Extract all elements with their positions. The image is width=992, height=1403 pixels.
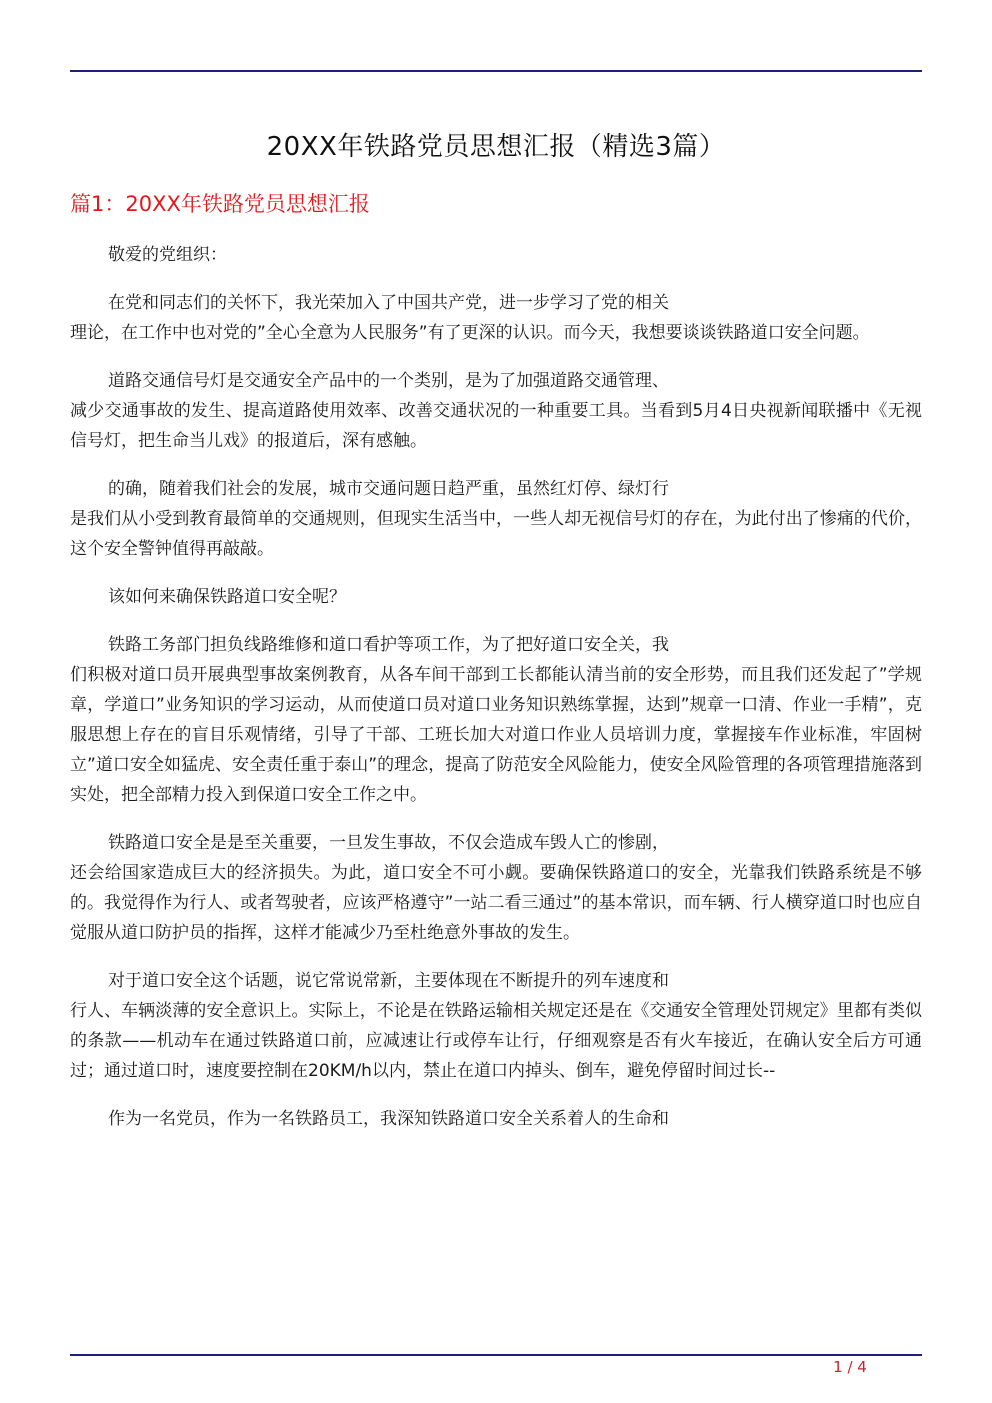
paragraph-first-line: 道路交通信号灯是交通安全产品中的一个类别，是为了加强道路交通管理、: [108, 371, 669, 391]
paragraph-rest: 们积极对道口员开展典型事故案例教育，从各车间干部到工长都能认清当前的安全形势，而且我们还发起了”学规章，学道口”业务知识的学习运动，从而使道口员对道口业务知识熟练掌握，达到”规章一口清、作业一手精”，克服思想上存在的盲目乐观情绪，引导了干部、工班长加大对道口作业人员培训力度，掌握接车作业标准，牢固树立”道口安全如猛虎、安全责任重于泰山”的理念，提高了防范安全风险能力，使安全风险管理的各项管理措施落到实处，把全部精力投入到保道口安全工作之中。: [70, 665, 922, 805]
paragraph: [70, 288, 922, 348]
paragraph: [70, 828, 922, 948]
paragraph-first-line: 的确，随着我们社会的发展，城市交通问题日趋严重，虽然红灯停、绿灯行: [108, 479, 669, 499]
paragraph-rest: 行人、车辆淡薄的安全意识上。实际上，不论是在铁路运输相关规定还是在《交通安全管理处罚规定》里都有类似的条款——机动车在通过铁路道口前，应减速让行或停车让行，仔细观察是否有火车接近，在确认安全后方可通过；通过道口时，速度要控制在20KM/h以内，禁止在道口内掉头、倒车，避免停留时间过长--: [70, 1001, 922, 1081]
paragraph-first-line: 铁路工务部门担负线路维修和道口看护等项工作，为了把好道口安全关，我: [108, 635, 669, 655]
paragraph: [70, 966, 922, 1086]
page-number: 1 / 4: [833, 1358, 867, 1376]
paragraph-rest: 还会给国家造成巨大的经济损失。为此，道口安全不可小觑。要确保铁路道口的安全，光靠我们铁路系统是不够的。我觉得作为行人、或者驾驶者，应该严格遵守”一站二看三通过”的基本常识，而车辆、行人横穿道口时也应自觉服从道口防护员的指挥，这样才能减少乃至杜绝意外事故的发生。: [70, 863, 922, 943]
paragraph-rest: 减少交通事故的发生、提高道路使用效率、改善交通状况的一种重要工具。当看到5月4日央视新闻联播中《无视信号灯，把生命当儿戏》的报道后，深有感触。: [70, 401, 922, 451]
paragraph: [70, 366, 922, 456]
paragraph: [70, 474, 922, 564]
paragraph-rest: 理论，在工作中也对党的”全心全意为人民服务”有了更深的认识。而今天，我想要谈谈铁路道口安全问题。: [70, 323, 870, 343]
paragraph-first-line: 敬爱的党组织：: [108, 245, 227, 265]
document-body: [70, 240, 922, 1152]
paragraph-first-line: 该如何来确保铁路道口安全呢？: [108, 587, 346, 607]
footer-rule: [70, 1354, 922, 1356]
paragraph: [70, 582, 922, 612]
paragraph-first-line: 对于道口安全这个话题，说它常说常新，主要体现在不断提升的列车速度和: [108, 971, 669, 991]
header-rule: [70, 70, 922, 72]
paragraph: [70, 1104, 922, 1134]
paragraph-first-line: 在党和同志们的关怀下，我光荣加入了中国共产党，进一步学习了党的相关: [108, 293, 669, 313]
document-title: 20XX年铁路党员思想汇报（精选3篇）: [266, 132, 726, 162]
paragraph-first-line: 铁路道口安全是是至关重要，一旦发生事故，不仅会造成车毁人亡的惨剧，: [108, 833, 669, 853]
paragraph: [70, 630, 922, 810]
section-heading: 篇1：20XX年铁路党员思想汇报: [70, 192, 370, 216]
paragraph: [70, 240, 922, 270]
paragraph-first-line: 作为一名党员，作为一名铁路员工，我深知铁路道口安全关系着人的生命和: [108, 1109, 669, 1129]
paragraph-rest: 是我们从小受到教育最简单的交通规则，但现实生活当中，一些人却无视信号灯的存在，为此付出了惨痛的代价，这个安全警钟值得再敲敲。: [70, 509, 922, 559]
